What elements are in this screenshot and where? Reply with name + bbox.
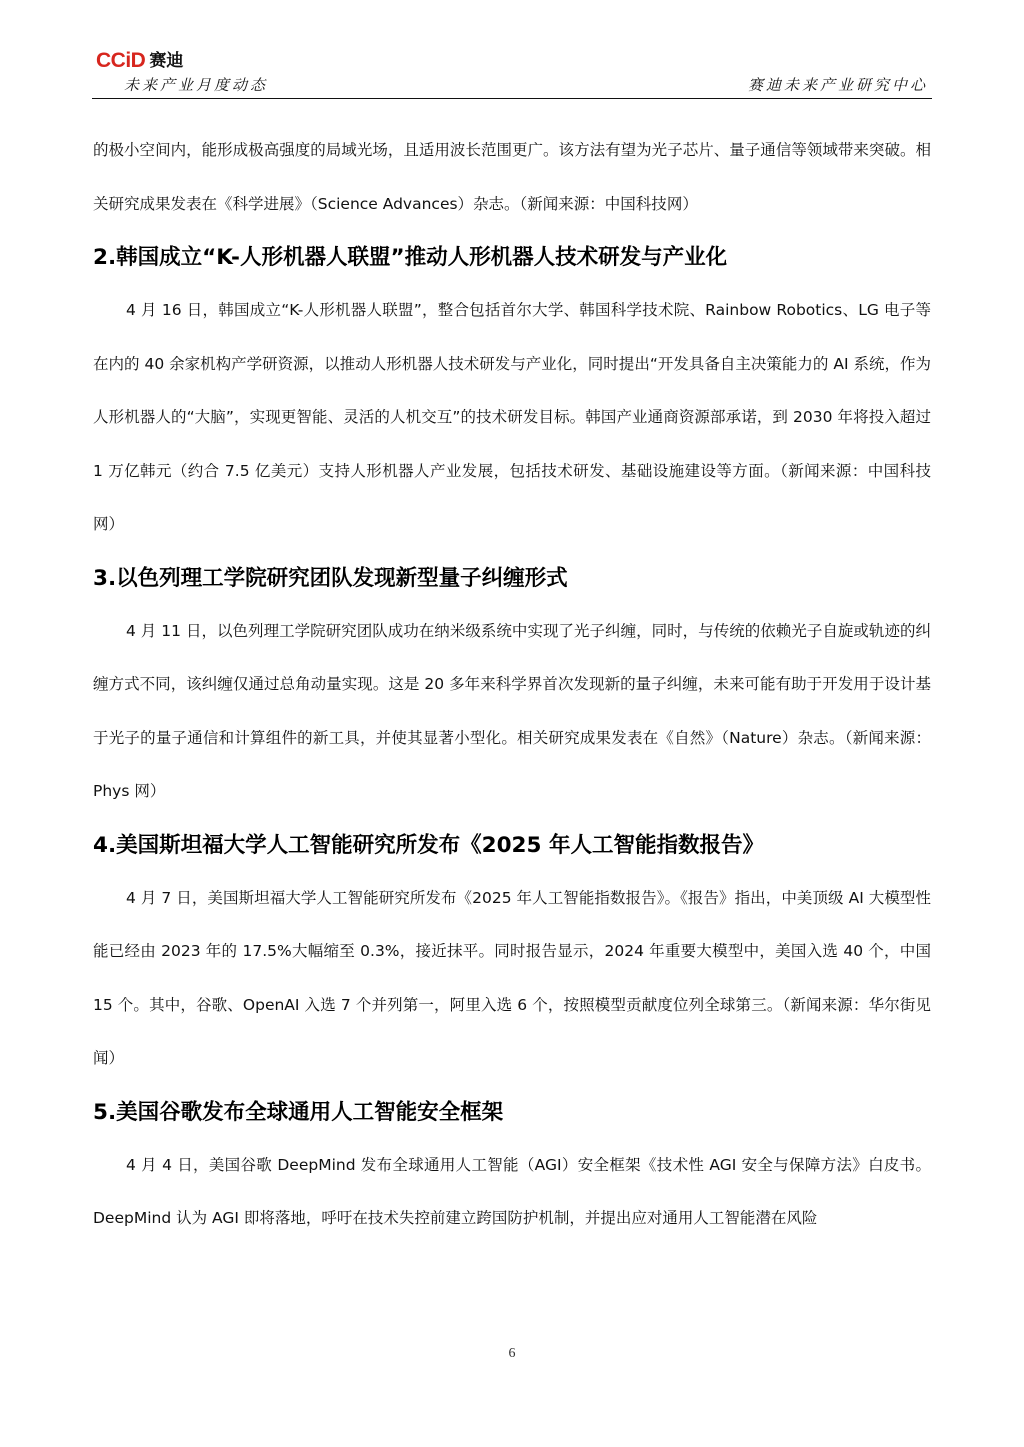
header-divider bbox=[92, 98, 932, 99]
header-organization: 赛迪未来产业研究中心 bbox=[747, 76, 928, 94]
section-paragraph-5: 4 月 4 日，美国谷歌 DeepMind 发布全球通用人工智能（AGI）安全框架《技术性 AGI 安全与保障方法》白皮书。DeepMind 认为 AGI 即将落地，呼吁在技术失控前建立跨国防护机制，并提出应对通用人工智能潜在风险 bbox=[93, 1155, 931, 1227]
section-heading-5: 5.美国谷歌发布全球通用人工智能安全框架 bbox=[93, 1099, 504, 1125]
section-heading-4: 4.美国斯坦福大学人工智能研究所发布《2025 年人工智能指数报告》 bbox=[93, 832, 764, 858]
page-header bbox=[92, 48, 932, 102]
document-body bbox=[93, 124, 931, 1246]
logo-ccid-text: CCiD bbox=[96, 49, 146, 72]
page-number: 6 bbox=[508, 1346, 516, 1361]
section-paragraph-4: 4 月 7 日，美国斯坦福大学人工智能研究所发布《2025 年人工智能指数报告》。《报告》指出，中美顶级 AI 大模型性能已经由 2023 年的 17.5%大幅缩至 0.3%，接近抹平。同时报告显示，2024 年重要大模型中，美国入选 40 个，中国 15 个。其中，谷歌、OpenAI 入选 7 个并列第一，阿里入选 6 个，按照模型贡献度位列全球第三。（新闻来源：华尔街见闻） bbox=[93, 888, 931, 1067]
section-heading-2: 2.韩国成立“K-人形机器人联盟”推动人形机器人技术研发与产业化 bbox=[93, 245, 728, 270]
ccid-logo bbox=[96, 48, 183, 74]
intro-paragraph: 的极小空间内，能形成极高强度的局域光场，且适用波长范围更广。该方法有望为光子芯片、量子通信等领域带来突破。相关研究成果发表在《科学进展》（Science Advances）杂志。（新闻来源：中国科技网） bbox=[93, 141, 931, 213]
header-publication-title: 未来产业月度动态 bbox=[124, 76, 269, 94]
section-paragraph-2: 4 月 16 日，韩国成立“K-人形机器人联盟”，整合包括首尔大学、韩国科学技术院、Rainbow Robotics、LG 电子等在内的 40 余家机构产学研资源，以推动人形机器人技术研发与产业化，同时提出“开发具备自主决策能力的 AI 系统，作为人形机器人的“大脑”，实现更智能、灵活的人机交互”的技术研发目标。韩国产业通商资源部承诺，到 2030 年将投入超过 1 万亿韩元（约合 7.5 亿美元）支持人形机器人产业发展，包括技术研发、基础设施建设等方面。（新闻来源：中国科技网） bbox=[93, 301, 931, 533]
section-heading-3: 3.以色列理工学院研究团队发现新型量子纠缠形式 bbox=[93, 565, 568, 591]
logo-cn-text: 赛迪 bbox=[149, 51, 184, 71]
section-paragraph-3: 4 月 11 日，以色列理工学院研究团队成功在纳米级系统中实现了光子纠缠，同时，与传统的依赖光子自旋或轨迹的纠缠方式不同，该纠缠仅通过总角动量实现。这是 20 多年来科学界首次发现新的量子纠缠，未来可能有助于开发用于设计基于光子的量子通信和计算组件的新工具，并使其显著小型化。相关研究成果发表在《自然》（Nature）杂志。（新闻来源：Phys 网） bbox=[93, 621, 931, 800]
